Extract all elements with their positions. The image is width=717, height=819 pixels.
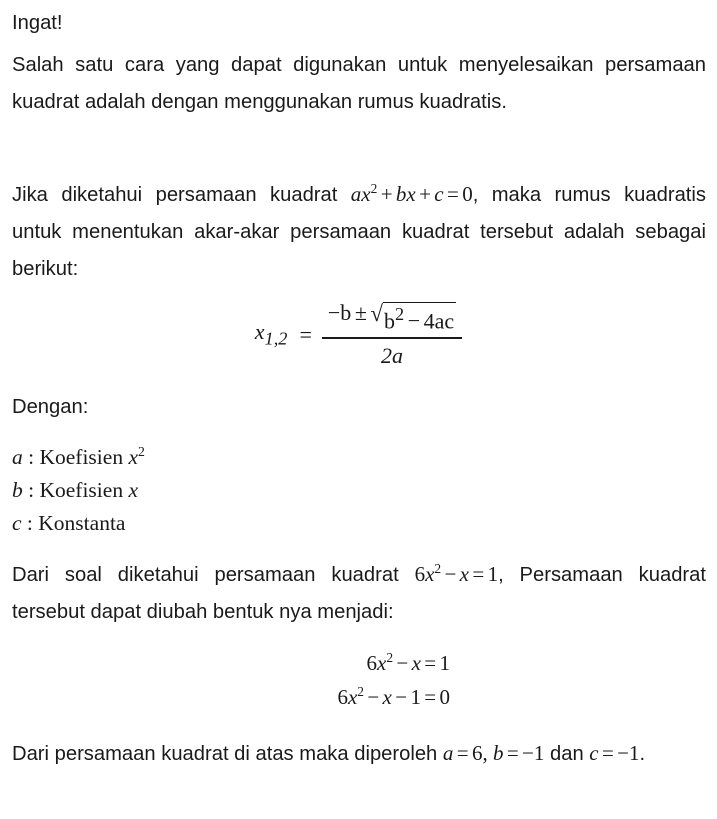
definition-symbol-a: a (12, 445, 23, 469)
equation-standard-form (0, 684, 450, 710)
conclusion-equals-2: = (506, 741, 519, 765)
definition-text-c: Konstanta (38, 511, 126, 535)
definitions-label: Dengan: (12, 396, 89, 418)
definition-item-c (12, 508, 125, 538)
definition-math-b: x (128, 478, 138, 502)
conclusion-value-c: −1 (617, 741, 640, 765)
eq1-exponent: 2 (357, 684, 364, 699)
conclusion-lead: Dari persamaan kuadrat di atas maka diperoleh (12, 743, 443, 765)
radicand-exponent-2: 2 (395, 304, 405, 324)
paragraph-known-equation (12, 176, 706, 288)
formula-numerator (322, 300, 462, 337)
eq1-equals: = (424, 685, 437, 709)
formula-lhs (255, 319, 288, 349)
from-problem-tail: , Persamaan kuadrat tersebut dapat diubah bentuk nya menjadi: (12, 564, 706, 623)
radicand-4ac: 4ac (423, 308, 455, 334)
conclusion-period: . (639, 743, 646, 765)
problem-equals: = (472, 562, 485, 586)
eq1-rhs: 0 (439, 685, 450, 709)
conclusion-var-a: a (442, 741, 454, 765)
formula-radicand (383, 302, 456, 334)
eq1-var-x2: x (382, 685, 392, 709)
paragraph-intro-text: Salah satu cara yang dapat digunakan untuk menyelesaikan persamaan kuadrat adalah dengan menggunakan rumus kuadratis. (12, 54, 706, 113)
eq0-coef: 6 (366, 651, 377, 675)
problem-minus: − (444, 562, 457, 586)
known-equation-tail: , maka rumus kuadratis untuk menentukan akar-akar persamaan kuadrat tersebut adalah sebagai berikut: (12, 184, 706, 280)
conclusion-middle: dan (544, 743, 590, 765)
definition-text-b: Koefisien (39, 478, 129, 502)
problem-var-x: x (425, 562, 435, 586)
problem-coef-6: 6 (414, 562, 426, 586)
inline-math-general-quadratic (351, 182, 473, 206)
eq0-var-x2: x (411, 651, 421, 675)
from-problem-lead: Dari soal diketahui persamaan kuadrat (12, 564, 415, 586)
eq0-rhs: 1 (439, 651, 450, 675)
math-operator-plus: + (380, 182, 393, 206)
math-number-zero: 0 (462, 182, 473, 206)
problem-rhs-1: 1 (487, 562, 499, 586)
definition-colon-c: : (26, 511, 33, 535)
conclusion-comma: , (482, 741, 488, 765)
definition-exponent-a: 2 (138, 443, 145, 459)
formula-denominator: 2a (381, 343, 404, 369)
definition-math-a: x (128, 445, 138, 469)
equation-standard-form-math (337, 685, 450, 709)
definition-item-b (12, 475, 138, 505)
math-operator-equals: = (446, 182, 459, 206)
definition-item-a (12, 442, 145, 472)
inline-math-coefficients (443, 741, 544, 765)
conclusion-value-a: 6 (471, 741, 483, 765)
definition-text-a: Koefisien (39, 445, 129, 469)
problem-exponent-2: 2 (434, 561, 442, 576)
page-title: Ingat! (12, 12, 63, 34)
math-var-x: x (361, 182, 371, 206)
formula-minus-b: −b (327, 300, 352, 325)
paragraph-from-problem (12, 556, 706, 631)
formula-equals-sign: = (299, 321, 312, 347)
problem-var-x2: x (459, 562, 469, 586)
formula-radical (370, 301, 456, 334)
eq1-var-x: x (347, 685, 358, 709)
equation-original (0, 650, 450, 676)
conclusion-var-c: c (589, 741, 599, 765)
conclusion-value-b: −1 (522, 741, 545, 765)
equation-original-math (367, 651, 451, 675)
radical-sign-icon: √ (370, 301, 384, 326)
definition-symbol-c: c (12, 511, 22, 535)
radicand-minus: − (407, 308, 421, 334)
math-var-b: b (395, 182, 407, 206)
formula-fraction (322, 300, 462, 369)
eq0-exponent: 2 (386, 650, 394, 665)
eq1-minus: − (367, 685, 380, 709)
math-exponent-2: 2 (370, 181, 378, 196)
formula-lhs-var: x (254, 319, 265, 345)
radicand-var-b: b (384, 308, 396, 334)
eq1-const: 1 (410, 685, 421, 709)
conclusion-equals-3: = (601, 741, 614, 765)
math-var-x2: x (406, 182, 416, 206)
definition-colon-a: : (28, 445, 35, 469)
inline-math-constant (589, 741, 639, 765)
formula-lhs-subscript: 1,2 (264, 328, 288, 349)
eq0-equals: = (424, 651, 437, 675)
inline-math-problem-equation (415, 562, 499, 586)
conclusion-var-b: b (492, 741, 504, 765)
eq1-minus-2: − (395, 685, 408, 709)
eq0-minus: − (396, 651, 409, 675)
definition-symbol-b: b (12, 478, 23, 502)
formula-plus-minus-sign: ± (354, 300, 367, 325)
eq1-coef: 6 (337, 685, 348, 709)
quadratic-formula-block (0, 300, 717, 369)
math-var-a: a (350, 182, 362, 206)
paragraph-conclusion (12, 735, 706, 773)
definition-colon-b: : (28, 478, 35, 502)
conclusion-equals-1: = (456, 741, 469, 765)
known-equation-lead: Jika diketahui persamaan kuadrat (12, 184, 351, 206)
math-var-c: c (434, 182, 444, 206)
eq0-var-x: x (377, 651, 387, 675)
math-operator-plus-2: + (419, 182, 431, 206)
paragraph-intro (12, 47, 706, 121)
